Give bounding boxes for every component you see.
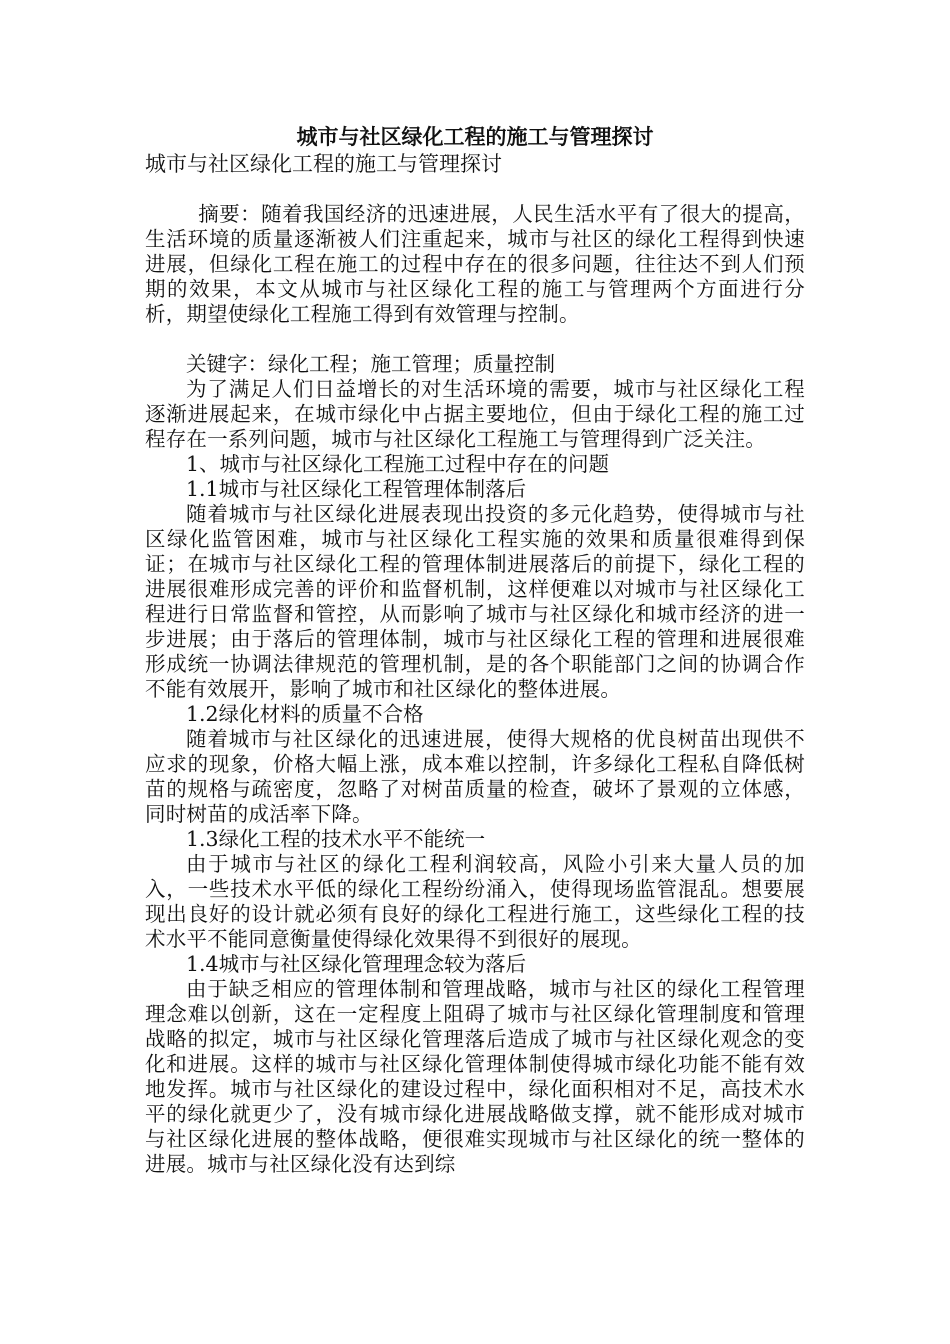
section-1-2-paragraph: 随着城市与社区绿化的迅速进展，使得大规格的优良树苗出现供不应求的现象，价格大幅上涨，成本难以控制，许多绿化工程私自降低树苗的规格与疏密度，忽略了对树苗质量的检查，破坏了景观的立体感，同时树苗的成活率下降。: [145, 727, 805, 826]
document-page: [145, 122, 805, 1177]
document-subtitle: 城市与社区绿化工程的施工与管理探讨: [145, 152, 502, 176]
section-1-1-heading: 1.1城市与社区绿化工程管理体制落后: [186, 477, 527, 501]
section-1-4-paragraph: 由于缺乏相应的管理体制和管理战略，城市与社区的绿化工程管理理念难以创新，这在一定程度上阻碍了城市与社区绿化管理制度和管理战略的拟定，城市与社区绿化管理落后造成了城市与社区绿化观念的变化和进展。这样的城市与社区绿化管理体制使得城市绿化功能不能有效地发挥。城市与社区绿化的建设过程中，绿化面积相对不足，高技术水平的绿化就更少了，没有城市绿化进展战略做支撑，就不能形成对城市与社区绿化进展的整体战略，便很难实现城市与社区绿化的统一整体的进展。城市与社区绿化没有达到综: [145, 977, 805, 1176]
section-1-3-paragraph: 由于城市与社区的绿化工程利润较高，风险小引来大量人员的加入，一些技术水平低的绿化工程纷纷涌入，使得现场监管混乱。想要展现出良好的设计就必须有良好的绿化工程进行施工，这些绿化工程的技术水平不能同意衡量使得绿化效果得不到很好的展现。: [145, 852, 805, 951]
abstract-paragraph: 摘要：随着我国经济的迅速进展，人民生活水平有了很大的提高，生活环境的质量逐渐被人们注重起来，城市与社区的绿化工程得到快速进展，但绿化工程在施工的过程中存在的很多问题，往往达不到人们预期的效果，本文从城市与社区绿化工程的施工与管理两个方面进行分析，期望使绿化工程施工得到有效管理与控制。: [145, 202, 805, 326]
section-1-2-heading: 1.2绿化材料的质量不合格: [186, 702, 424, 726]
document-title: 城市与社区绿化工程的施工与管理探讨: [296, 124, 654, 149]
section-1-heading: 1、城市与社区绿化工程施工过程中存在的问题: [186, 452, 610, 476]
section-1-1-paragraph: 随着城市与社区绿化进展表现出投资的多元化趋势，使得城市与社区绿化监管困难，城市与社区绿化工程实施的效果和质量很难得到保证；在城市与社区绿化工程的管理体制进展落后的前提下，绿化工程的进展很难形成完善的评价和监督机制，这样便难以对城市与社区绿化工程进行日常监督和管控，从而影响了城市与社区绿化和城市经济的进一步进展；由于落后的管理体制，城市与社区绿化工程的管理和进展很难形成统一协调法律规范的管理机制，是的各个职能部门之间的协调合作不能有效展开，影响了城市和社区绿化的整体进展。: [145, 502, 805, 701]
section-1-3-heading: 1.3绿化工程的技术水平不能统一: [186, 827, 486, 851]
intro-paragraph: 为了满足人们日益增长的对生活环境的需要，城市与社区绿化工程逐渐进展起来，在城市绿化中占据主要地位，但由于绿化工程的施工过程存在一系列问题，城市与社区绿化工程施工与管理得到广泛关注。: [145, 377, 805, 451]
section-1-4-heading: 1.4城市与社区绿化管理理念较为落后: [186, 952, 527, 976]
keywords-line: 关键字：绿化工程；施工管理；质量控制: [186, 352, 555, 376]
